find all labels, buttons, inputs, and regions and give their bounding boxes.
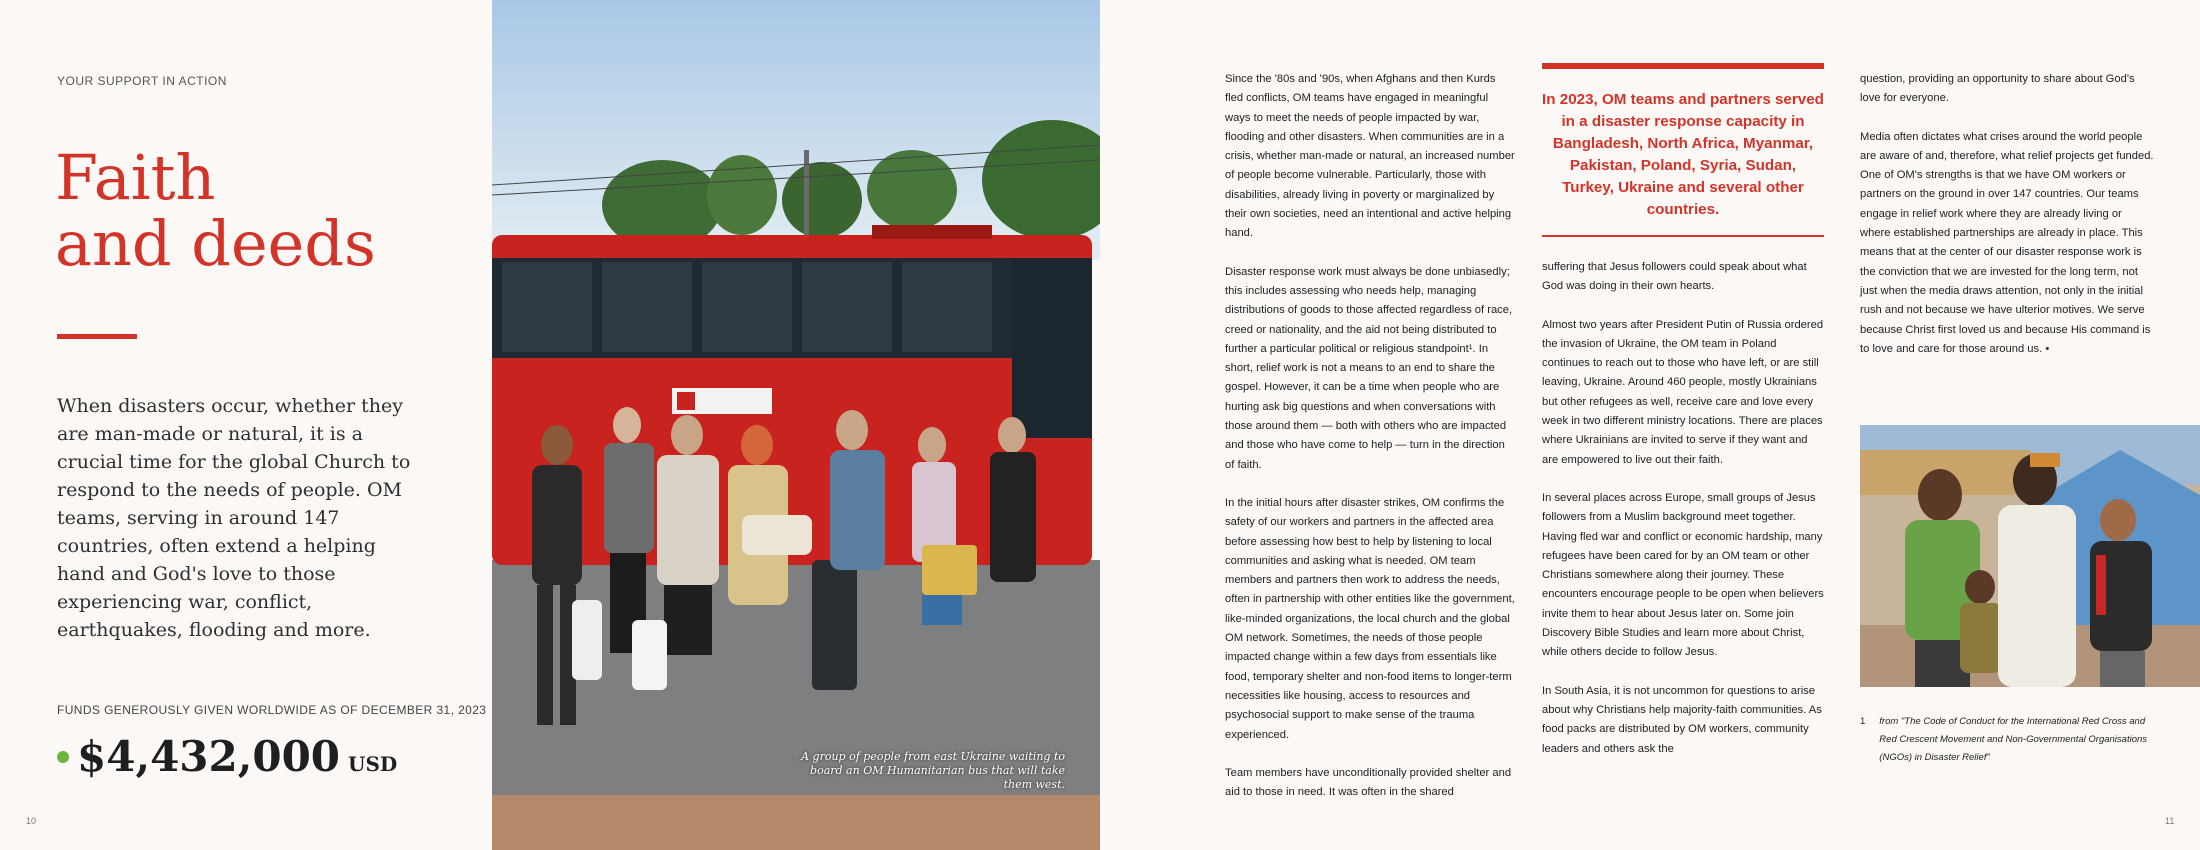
funds-figure bbox=[57, 732, 397, 781]
body-column-2 bbox=[1542, 258, 1824, 778]
paragraph: In several places across Europe, small groups of Jesus followers from a Muslim background meet together. Having fled war and conflict or economic hardship, many refugees have been cared for by an OM team or other Christians somewhere along their journey. These encounters encourage people to be open when believers invite them to hear about Jesus later on. Some join Discovery Bible Studies and learn more about Christ, while others decide to follow Jesus. bbox=[1542, 491, 1824, 659]
title-divider bbox=[57, 334, 137, 339]
paragraph: Team members have unconditionally provided shelter and aid to those in need. It was often in the shared bbox=[1225, 766, 1512, 799]
funds-currency: USD bbox=[348, 752, 398, 776]
family-photo-illustration bbox=[1860, 425, 2200, 687]
page-number-left: 10 bbox=[26, 816, 37, 826]
section-eyebrow: YOUR SUPPORT IN ACTION bbox=[57, 74, 227, 88]
funds-label: FUNDS GENEROUSLY GIVEN WORLDWIDE AS OF DECEMBER 31, 2023 bbox=[57, 703, 487, 717]
side-photo bbox=[1860, 425, 2200, 687]
page-title bbox=[55, 141, 376, 280]
paragraph: suffering that Jesus followers could speak about what God was doing in their own hearts. bbox=[1542, 261, 1807, 293]
body-column-1 bbox=[1225, 70, 1515, 821]
photo-caption: A group of people from east Ukraine waiting to board an OM Humanitarian bus that will take them west. bbox=[801, 750, 1065, 791]
paragraph: In South Asia, it is not uncommon for questions to arise about why Christians help majority-faith communities. As food packs are distributed by OM workers, community leaders and others ask the bbox=[1542, 684, 1822, 755]
footnote bbox=[1860, 713, 2160, 767]
page-number-right: 11 bbox=[2165, 816, 2175, 826]
paragraph: Media often dictates what crises around the world people are aware of and, therefore, what relief projects get funded. One of OM's strengths is that we have OM workers or partners on the ground in over 147 countries. Our teams engage in relief work where they are already living or where established partnerships are already in place. This means that at the center of our disaster response work is the conviction that we are invested for the long term, not just when the media draws attention, not only in the initial rush and not because we have ulterior motives. We serve because Christ first loved us and because His command is to love and care for those around us. • bbox=[1860, 130, 2154, 355]
bus-photo-illustration bbox=[492, 0, 1100, 850]
paragraph: Since the '80s and '90s, when Afghans and then Kurds fled conflicts, OM teams have engaged in meaningful ways to meet the needs of people impacted by war, flooding and other disasters. When communities are in a crisis, whether man-made or natural, an increased number of people become vulnerable. Particularly, those with disabilities, already living in poverty or marginalized by their own societies, need an intentional and active helping hand. bbox=[1225, 73, 1515, 240]
title-line-2: and deeds bbox=[55, 207, 376, 280]
intro-paragraph: When disasters occur, whether they are man-made or natural, it is a crucial time for the global Church to respond to the needs of people. OM teams, serving in around 147 countries, often extend a helping hand and God's love to those experiencing war, conflict, earthquakes, flooding and more. bbox=[57, 395, 411, 641]
paragraph: Almost two years after President Putin of Russia ordered the invasion of Ukraine, the OM team in Poland continues to reach out to those who have left, or are still leaving, Ukraine. Around 460 people, mostly Ukrainians but other refugees as well, receive care and love every week in two different ministry locations. There are places where Ukrainians are invited to serve if they want and are empowered to live out their faith. bbox=[1542, 318, 1824, 466]
footnote-text: from "The Code of Conduct for the International Red Cross and Red Crescent Movement and Non-Governmental Organisations (NGOs) in Disaster Relief" bbox=[1879, 716, 2148, 763]
funds-amount: $4,432,000 bbox=[77, 732, 341, 781]
footnote-number: 1 bbox=[1860, 716, 1866, 727]
paragraph: question, providing an opportunity to share about God's love for everyone. bbox=[1860, 73, 2135, 105]
paragraph: Disaster response work must always be done unbiasedly; this includes assessing who needs help, managing distributions of goods to those affected regardless of race, creed or nationality, and the aid not being distributed to further a particular political or religious standpoint¹. In short, relief work is not a means to an end to share the gospel. However, it can be a time when people who are hurting ask big questions and when conversations with those around them — both with others who are impacted and those who have come to help — turn in the direction of faith. bbox=[1225, 265, 1513, 471]
pull-quote: In 2023, OM teams and partners served in a disaster response capacity in Bangladesh, North Africa, Myanmar, Pakistan, Poland, Syria, Sudan, Turkey, Ukraine and several other countries. bbox=[1542, 63, 1824, 237]
main-photo bbox=[492, 0, 1100, 850]
title-line-1: Faith bbox=[55, 141, 216, 214]
paragraph: In the initial hours after disaster strikes, OM confirms the safety of our workers and partners in the affected area before assessing how best to help by listening to local communities and asking what is needed. OM team members and partners then work to address the needs, often in partnership with other entities like the government, like-minded organizations, the local church and the global OM network. Sometimes, the needs of those people impacted change within a few days from essentials like food, temporary shelter and non-food items to longer-term necessities like housing, access to resources and psychosocial support to make sense of the trauma experienced. bbox=[1225, 496, 1515, 741]
bullet-dot-icon bbox=[57, 751, 69, 763]
body-column-3 bbox=[1860, 70, 2155, 378]
